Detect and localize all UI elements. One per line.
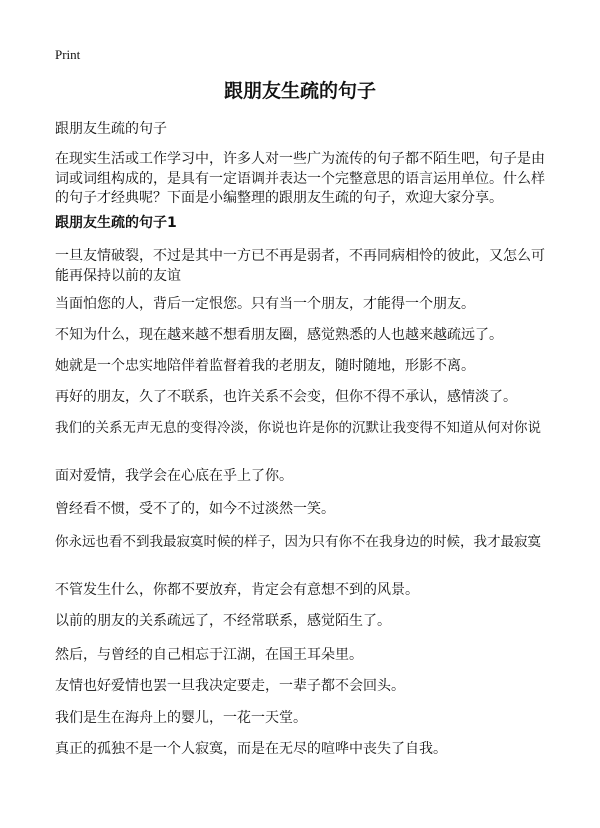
paragraph: 曾经看不惯，受不了的，如今不过淡然一笑。: [55, 501, 335, 517]
paragraph: 她就是一个忠实地陪伴着监督着我的老朋友，随时随地，形影不离。: [55, 358, 475, 374]
paragraph: 不知为什么，现在越来越不想看朋友圈，感觉熟悉的人也越来越疏远了。: [55, 327, 503, 343]
paragraph: 一旦友情破裂，不过是其中一方已不再是弱者，不再同病相怜的彼此，又怎么可能再保持以前的友谊: [55, 248, 545, 284]
section-heading: 跟朋友生疏的句子1: [55, 215, 177, 231]
intro-paragraph: 在现实生活或工作学习中，许多人对一些广为流传的句子都不陌生吧，句子是由词或词组构成的，是具有一定语调并表达一个完整意思的语言运用单位。什么样的句子才经典呢？下面是小编整理的跟朋友生疏的句子，欢迎大家分享。: [55, 151, 545, 206]
paragraph: 以前的朋友的关系疏远了，不经常联系，感觉陌生了。: [55, 613, 391, 629]
paragraph: 当面怕您的人，背后一定恨您。只有当一个朋友，才能得一个朋友。: [55, 296, 475, 312]
paragraph: 然后，与曾经的自己相忘于江湖，在国王耳朵里。: [55, 647, 363, 663]
paragraph: 真正的孤独不是一个人寂寞，而是在无尽的喧哗中丧失了自我。: [55, 741, 447, 757]
paragraph: 我们的关系无声无息的变得冷淡，你说也许是你的沉默让我变得不知道从何对你说: [55, 420, 541, 436]
paragraph: 我们是生在海舟上的婴儿，一花一天堂。: [55, 710, 307, 726]
paragraph: 友情也好爱情也罢一旦我决定要走，一辈子都不会回头。: [55, 678, 405, 694]
paragraph: 不管发生什么，你都不要放弃，肯定会有意想不到的风景。: [55, 582, 419, 598]
print-link[interactable]: Print: [55, 47, 81, 62]
paragraph: 再好的朋友，久了不联系，也许关系不会变，但你不得不承认，感情淡了。: [55, 389, 517, 405]
page-title: 跟朋友生疏的句子: [223, 80, 376, 102]
paragraph: 面对爱情，我学会在心底在乎上了你。: [55, 468, 293, 484]
paragraph: 你永远也看不到我最寂寞时候的样子，因为只有你不在我身边的时候，我才最寂寞: [55, 534, 541, 550]
document-subtitle: 跟朋友生疏的句子: [55, 121, 167, 137]
